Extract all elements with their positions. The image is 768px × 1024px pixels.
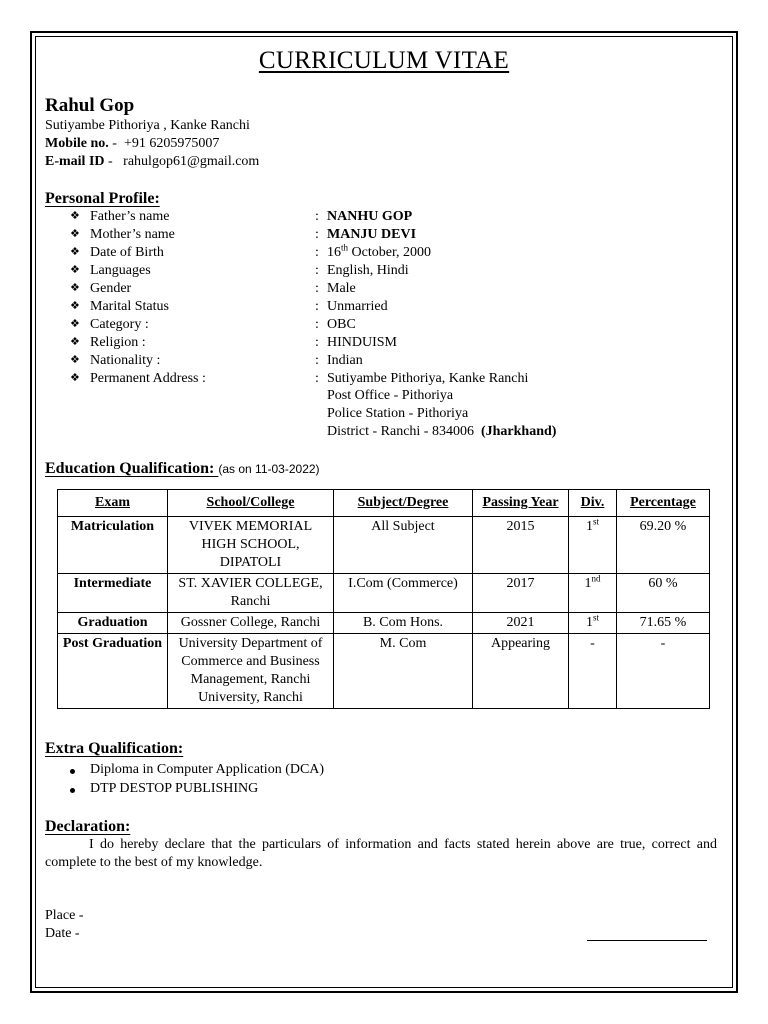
diamond-bullet-icon: ❖ [70, 209, 80, 222]
profile-colon: : [315, 281, 319, 296]
div-cell [569, 517, 617, 574]
profile-row [70, 227, 710, 245]
profile-value-rest: October, 2000 [348, 245, 432, 260]
date-label: Date - [45, 926, 80, 941]
document-title: CURRICULUM VITAE [258, 47, 510, 74]
address-line-4 [327, 424, 556, 440]
div-cell [569, 574, 617, 613]
diamond-bullet-icon: ❖ [70, 227, 80, 240]
diamond-bullet-icon: ❖ [70, 335, 80, 348]
col-header-year: Passing Year [473, 490, 569, 517]
education-heading-text: Education Qualification: [45, 460, 215, 477]
profile-value: MANJU DEVI [327, 227, 417, 242]
bullet-dot-icon [70, 769, 75, 774]
extra-qualification-text: Diploma in Computer Application (DCA) [90, 762, 325, 777]
profile-colon: : [315, 227, 319, 242]
diamond-bullet-icon: ❖ [70, 263, 80, 276]
profile-colon: : [315, 299, 319, 314]
diamond-bullet-icon: ❖ [70, 371, 80, 384]
profile-label: Nationality : [90, 353, 161, 368]
profile-label: Date of Birth [90, 245, 164, 260]
school-cell: University Department of Commerce and Business Management, Ranchi University, Ranchi [168, 634, 334, 709]
col-header-div: Div. [569, 490, 617, 517]
div-value: 1 [584, 576, 592, 591]
education-note: (as on 11-03-2022) [218, 462, 320, 476]
div-ordinal: nd [591, 573, 601, 584]
profile-value-day: 16 [327, 245, 341, 260]
div-cell [569, 613, 617, 634]
candidate-address: Sutiyambe Pithoriya , Kanke Ranchi [45, 118, 250, 133]
mobile-label: Mobile no. [45, 136, 109, 151]
subject-cell: I.Com (Commerce) [334, 574, 473, 613]
declaration-heading: Declaration: [45, 818, 131, 835]
diamond-bullet-icon: ❖ [70, 353, 80, 366]
profile-row [70, 371, 710, 389]
profile-label: Languages [90, 263, 151, 278]
education-heading [45, 460, 320, 478]
percentage-cell: - [617, 634, 710, 709]
education-row [58, 574, 710, 613]
profile-value: HINDUISM [327, 335, 397, 350]
address-state: (Jharkhand) [480, 424, 557, 439]
education-header-row [58, 490, 710, 517]
col-header-percentage: Percentage [617, 490, 710, 517]
div-value: - [590, 636, 595, 651]
col-header-subject: Subject/Degree [334, 490, 473, 517]
profile-label: Gender [90, 281, 132, 296]
email-line [45, 154, 259, 170]
email-sep: - [104, 154, 124, 169]
email-label: E-mail ID [45, 154, 105, 169]
profile-colon: : [315, 209, 319, 224]
extra-qualification-item [70, 762, 470, 780]
col-header-exam: Exam [58, 490, 168, 517]
profile-row [70, 353, 710, 371]
div-ordinal: st [592, 612, 599, 623]
profile-colon: : [315, 245, 319, 260]
school-cell: Gossner College, Ranchi [168, 613, 334, 634]
profile-colon: : [315, 371, 319, 386]
profile-value: NANHU GOP [327, 209, 413, 224]
subject-cell: M. Com [334, 634, 473, 709]
profile-row [70, 335, 710, 353]
profile-value: Indian [327, 353, 363, 368]
extra-qualification-item [70, 781, 470, 799]
email-value: rahulgop61@gmail.com [123, 154, 260, 169]
percentage-cell: 60 % [617, 574, 710, 613]
profile-label: Permanent Address : [90, 371, 206, 386]
profile-row [70, 281, 710, 299]
profile-value-ordinal: th [341, 242, 349, 253]
education-row [58, 517, 710, 574]
personal-profile-heading: Personal Profile: [45, 190, 160, 207]
profile-label: Category : [90, 317, 149, 332]
bullet-dot-icon [70, 788, 75, 793]
profile-value: OBC [327, 317, 356, 332]
exam-cell: Post Graduation [58, 634, 168, 709]
profile-value: English, Hindi [327, 263, 409, 278]
diamond-bullet-icon: ❖ [70, 299, 80, 312]
col-header-school: School/College [168, 490, 334, 517]
subject-cell: All Subject [334, 517, 473, 574]
year-cell: Appearing [473, 634, 569, 709]
profile-label: Marital Status [90, 299, 169, 314]
diamond-bullet-icon: ❖ [70, 245, 80, 258]
percentage-cell: 69.20 % [617, 517, 710, 574]
exam-cell: Matriculation [58, 517, 168, 574]
div-value: 1 [585, 519, 593, 534]
school-cell: VIVEK MEMORIAL HIGH SCHOOL, DIPATOLI [168, 517, 334, 574]
place-label: Place - [45, 908, 84, 923]
exam-cell: Intermediate [58, 574, 168, 613]
profile-colon: : [315, 335, 319, 350]
profile-label: Father’s name [90, 209, 170, 224]
mobile-sep: - [108, 136, 124, 151]
profile-value: Male [327, 281, 356, 296]
div-cell [569, 634, 617, 709]
profile-row [70, 263, 710, 281]
profile-value: Unmarried [327, 299, 388, 314]
profile-label: Religion : [90, 335, 146, 350]
div-value: 1 [585, 615, 593, 630]
diamond-bullet-icon: ❖ [70, 281, 80, 294]
address-district: District - Ranchi - 834006 [327, 424, 481, 439]
mobile-value: +91 6205975007 [123, 136, 220, 151]
extra-qualification-heading: Extra Qualification: [45, 740, 184, 757]
subject-cell: B. Com Hons. [334, 613, 473, 634]
diamond-bullet-icon: ❖ [70, 317, 80, 330]
div-ordinal: st [592, 516, 599, 527]
profile-row [70, 299, 710, 317]
profile-row [70, 317, 710, 335]
year-cell: 2021 [473, 613, 569, 634]
profile-label: Mother’s name [90, 227, 175, 242]
profile-colon: : [315, 263, 319, 278]
candidate-name: Rahul Gop [45, 95, 135, 116]
exam-cell: Graduation [58, 613, 168, 634]
address-line-2: Post Office - Pithoriya [327, 388, 454, 403]
address-line-3: Police Station - Pithoriya [327, 406, 469, 421]
profile-colon: : [315, 317, 319, 332]
year-cell: 2015 [473, 517, 569, 574]
mobile-line [45, 136, 219, 152]
education-row [58, 613, 710, 634]
percentage-cell: 71.65 % [617, 613, 710, 634]
signature-line [587, 940, 707, 941]
education-table [57, 489, 710, 709]
school-cell: ST. XAVIER COLLEGE, Ranchi [168, 574, 334, 613]
profile-row [70, 209, 710, 227]
year-cell: 2017 [473, 574, 569, 613]
extra-qualification-text: DTP DESTOP PUBLISHING [90, 781, 259, 796]
profile-value [327, 242, 432, 261]
education-row [58, 634, 710, 709]
profile-colon: : [315, 353, 319, 368]
declaration-text: I do hereby declare that the particulars of information and facts stated herein above are true, correct and complete to the best of my knowledge. [45, 837, 717, 870]
profile-value: Sutiyambe Pithoriya, Kanke Ranchi [327, 371, 529, 386]
profile-row [70, 242, 710, 263]
